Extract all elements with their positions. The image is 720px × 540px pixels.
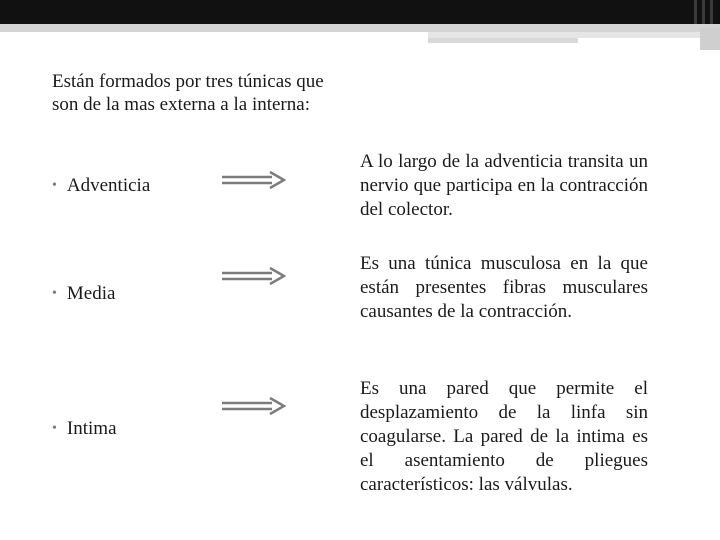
header-corner-lines (690, 0, 720, 24)
bullet-label: Adventicia (66, 175, 151, 196)
description-intima: Es una pared que permite el desplazamiento de la linfa sin coagularse. La pared de la intima es el asentamiento de pliegues característicos: las válvulas. (360, 378, 648, 495)
intro-text: Están formados por tres túnicas que son de la mas externa a la interna: (52, 71, 324, 115)
double-arrow-right-icon (220, 396, 286, 416)
bullet-dot-icon: • (52, 178, 57, 193)
bullet-label: Intima (66, 418, 117, 439)
header-corner-block (700, 28, 720, 50)
bullet-dot-icon: • (52, 286, 57, 301)
bullet-item-adventicia (52, 174, 150, 197)
description-adventicia: A lo largo de la adventicia transita un nervio que participa en la contracción del colector. (360, 151, 648, 220)
header-stripe-accent-short (428, 38, 578, 43)
bullet-dot-icon: • (52, 421, 57, 436)
bullet-item-media (52, 282, 115, 305)
header-band (0, 0, 720, 24)
double-arrow-right-icon (220, 170, 286, 190)
bullet-item-intima (52, 417, 117, 440)
header-stripe (0, 24, 720, 32)
description-media: Es una túnica musculosa en la que están presentes fibras musculares causantes de la contracción. (360, 253, 648, 322)
bullet-label: Media (66, 283, 116, 304)
double-arrow-right-icon (220, 266, 286, 286)
